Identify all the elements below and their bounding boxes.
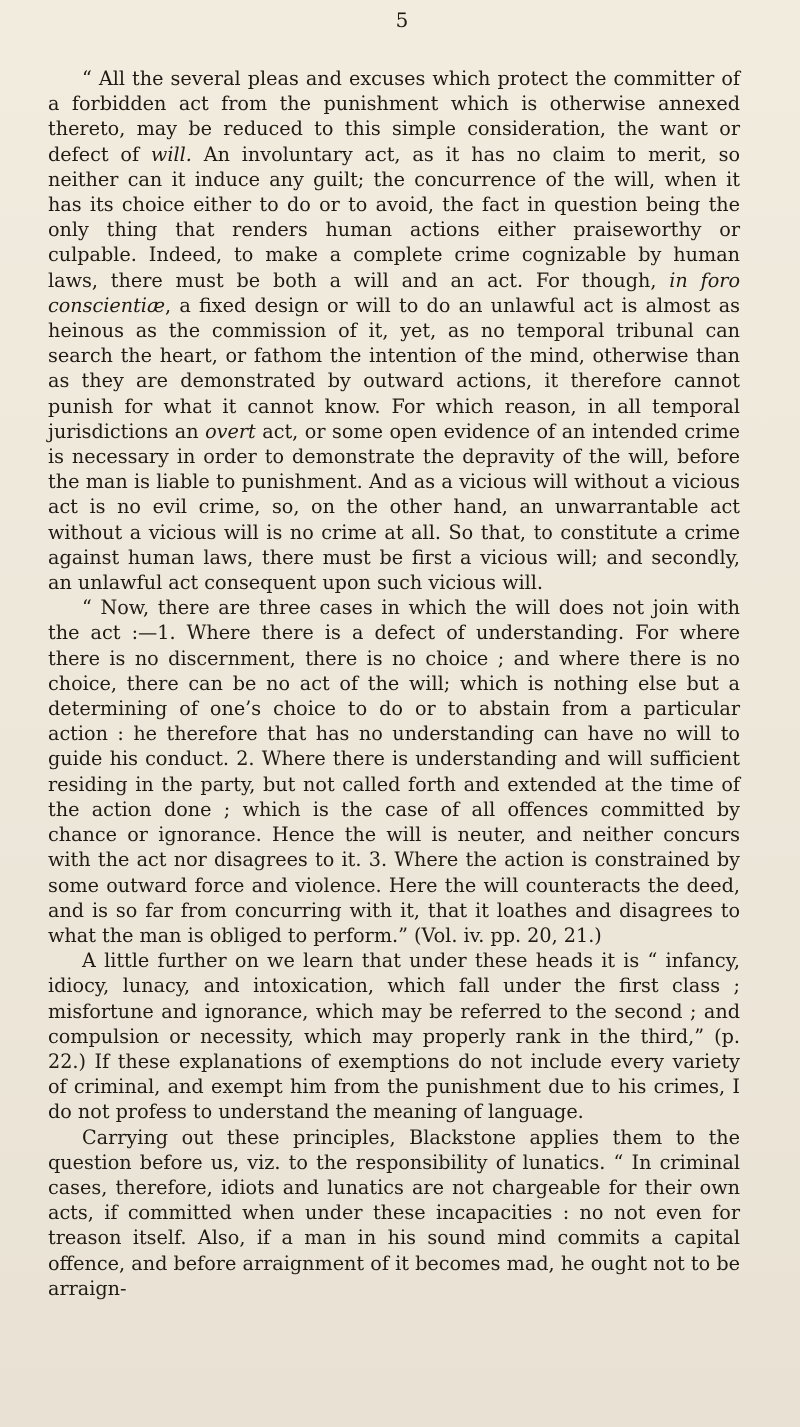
paragraph-4 <box>48 1125 740 1301</box>
text-run: “ Now, there are three cases in which the will does not join with the act :—1. Where there is a defect of understanding. For where there is no discernment, there is no choice ; and where there is no choice, there can be no act of the will; which is nothing else but a determining of one’s choice to do or to abstain from a particular action : he therefore that has no understanding can have no will to guide his conduct. 2. Where there is understanding and will sufficient residing in the party, but not called forth and extended at the time of the action done ; which is the case of all offences committed by chance or ignorance. Hence the will is neuter, and neither concurs with the act nor disagrees to it. 3. Where the action is constrained by some outward force and violence. Here the will counteracts the deed, and is so far from concurring with it, that it loathes and disagrees to what the man is obliged to perform.” (Vol. iv. pp. 20, 21.) <box>48 596 740 947</box>
paragraph-2 <box>48 595 740 948</box>
text-run: , a fixed design or will to do an unlawful act is almost as heinous as the commission of it, yet, as no temporal tribunal can search the heart, or fathom the intention of the mind, otherwise than as they are demonstrated by outward actions, it therefore cannot punish for what it cannot know. For which reason, in all temporal jurisdictions an <box>48 293 740 443</box>
text-run: “ All the several pleas and excuses which protect the committer of a forbidden act from the punishment which is otherwise annexed thereto, may be reduced to this simple consideration, the want or defect of <box>48 67 740 166</box>
text-run: Carrying out these principles, Blackstone applies them to the question before us, viz. to the responsibility of lunatics. “ In criminal cases, therefore, idiots and lunatics are not chargeable for their own acts, if committed when under these incapacities : no not even for treason itself. Also, if a man in his sound mind commits a capital offence, and before arraignment of it becomes mad, he ought not to be arraign- <box>48 1125 740 1300</box>
paragraph-1 <box>48 66 740 595</box>
paragraph-3 <box>48 948 740 1124</box>
text-run: act, or some open evidence of an intended crime is necessary in order to demonstrate the depravity of the will, before the man is liable to punishment. And as a vicious will without a vicious act is no evil crime, so, on the other hand, an unwarrantable act without a vicious will is no crime at all. So that, to constitute a crime against human laws, there must be first a vicious will; and secondly, an unlawful act consequent upon such vicious will. <box>48 419 740 595</box>
text-run: An involuntary act, as it has no claim to merit, so neither can it induce any guilt; the concurrence of the will, when it has its choice either to do or to avoid, the fact in question being the only thing that renders human actions either praiseworthy or culpable. Indeed, to make a complete crime cognizable by human laws, there must be both a will and an act. For though, <box>48 142 741 292</box>
italic-text-run: will. <box>150 142 192 166</box>
body-text <box>48 66 740 1301</box>
text-run: A little further on we learn that under these heads it is “ infancy, idiocy, lunacy, and intoxication, which fall under the first class ; misfortune and ignorance, which may be referred to the second ; and compulsion or necessity, which may properly rank in the third,” (p. 22.) If these explanations of exemptions do not include every variety of criminal, and exempt him from the punishment due to his crimes, I do not profess to understand the meaning of language. <box>48 949 740 1124</box>
page-number: 5 <box>395 8 409 32</box>
italic-text-run: overt <box>205 419 256 443</box>
italic-text-run: in foro conscientiæ <box>48 268 740 317</box>
